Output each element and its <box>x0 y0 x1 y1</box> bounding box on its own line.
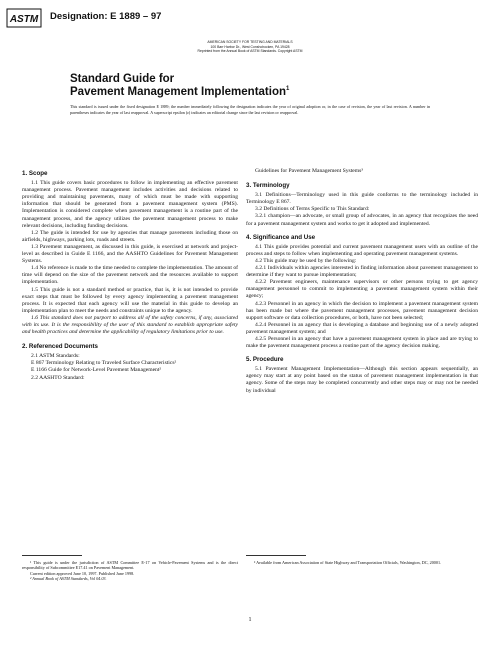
footnote-3: ³ Available from American Association of State Highway and Transportation Officials, Washington, DC, 20001. <box>254 560 442 565</box>
section-heading-scope: 1. Scope <box>22 170 48 177</box>
paragraph-3-1: 3.1 Definitions—Terminology used in this guide conforms to the terminology included in Terminology E 867. <box>246 192 478 206</box>
paragraph-4-2-4: 4.2.4 Personnel in an agency that is developing a database and beginning use of a newly adopted pavement management system; and <box>246 321 478 335</box>
paragraph-3-2: 3.2 Definitions of Terms Specific to This Standard: <box>255 206 370 213</box>
paragraph-4-2: 4.2 This guide may be used by the following: <box>255 257 357 264</box>
paragraph-3-2-1: 3.2.1 champion—an advocate, or small group of advocates, in an agency that recognizes the need for a pavement management system and works to get it adopted and implemented. <box>246 213 478 227</box>
paragraph-1-1: 1.1 This guide covers basic procedures to follow in implementing an effective pavement management process. Pavement management includes activities and decisions related to providing and maintaining pavements, many of which must be made with supporting information that should be generated from a pavement management system (PMS). Implementation is considered complete when pavement management is a routine part of the management process, and the agency utilizes the pavement management process to make relevant decisions, including funding decisions. <box>22 180 238 229</box>
footnotes-right <box>246 560 478 565</box>
astm-logo <box>6 8 42 28</box>
footnote-2: ² Annual Book of ASTM Standards, Vol 04.03. <box>30 576 107 582</box>
section-heading-procedure: 5. Procedure <box>246 356 284 364</box>
publisher-block <box>130 40 370 54</box>
paragraph-1-5: 1.5 This guide is not a standard method or practice, that is, it is not intended to provide exact steps that must be followed by every agency implementing a pavement management process. It is expected that each agency will use the material in this guide to develop an implementation plan to meet the needs and constraints unique to the agency. <box>22 286 238 314</box>
paragraph-2-2: 2.2 AASHTO Standard: <box>31 374 85 381</box>
paragraph-1-4: 1.4 No reference is made to the time needed to complete the implementation. The amount of time will depend on the size of the pavement network and the resources available to support implementation. <box>22 265 238 286</box>
title-footnote-mark: 1 <box>286 86 290 93</box>
designation: Designation: E 1889 – 97 <box>50 11 162 22</box>
aashto-guidelines: Guidelines for Pavement Management Systems³ <box>255 168 363 174</box>
paragraph-2-1: 2.1 ASTM Standards: <box>31 353 80 360</box>
astm-logo-text: ASTM <box>9 14 39 25</box>
page-number: 1 <box>248 617 252 623</box>
paragraph-4-2-1: 4.2.1 Individuals within agencies interested in finding information about pavement management to determine if they want to pursue implementation; <box>246 265 478 279</box>
publisher-line: AMERICAN SOCIETY FOR TESTING AND MATERIALS <box>207 40 293 44</box>
right-column <box>246 168 478 395</box>
section-heading-significance: 4. Significance and Use <box>246 233 316 241</box>
paragraph-4-2-3: 4.2.3 Personnel in an agency in which the decision to implement a pavement management system has been made but where the pavement management processes, pavement management decision support software or data collection procedures, or both, have not been selected; <box>246 300 478 321</box>
paragraph-1-2: 1.2 The guide is intended for use by agencies that manage pavements including those on airfields, highways, parking lots, roads and streets. <box>22 229 238 243</box>
footnote-1: ¹ This guide is under the jurisdiction of ASTM Committee E-17 on Vehicle-Pavement Systems and is the direct responsibility of Subcommittee E17.41 on Pavement Management. <box>22 560 238 571</box>
paragraph-1-6: 1.6 This standard does not purport to address all of the safety concerns, if any, associated with its use. It is the responsibility of the user of this standard to establish appropriate safety and health practices and determine the applicability of regulatory limitations prior to use. <box>22 314 238 336</box>
paragraph-5-1: 5.1 Pavement Management Implementation—Although this section appears sequentially, an agency may start at any point based on the status of pavement management implementation in that agency. Some of the steps may be completed concurrently and other steps may or may not be needed by individual <box>246 366 478 394</box>
title-line-1: Standard Guide for <box>70 73 175 85</box>
left-column <box>22 168 238 382</box>
standard-notice: This standard is issued under the fixed designation E 1889; the number immediately following the designation indicates the year of original adoption or, in the case of revision, the year of last revision. A number in parentheses indicates the year of last reapproval. A superscript epsilon (ε) indicates an editorial change since the last revision or reapproval. <box>70 104 430 115</box>
section-heading-terminology: 3. Terminology <box>246 182 290 190</box>
paragraph-4-1: 4.1 This guide provides potential and current pavement management users with an outline of the process and steps to follow when implementing and operating pavement management systems. <box>246 243 478 257</box>
title-line-2 <box>70 86 289 98</box>
reference-e1166: E 1166 Guide for Network-Level Pavement Management² <box>31 367 162 374</box>
reference-e867: E 867 Terminology Relating to Traveled Surface Characteristics² <box>31 360 177 367</box>
footnote-rule-right <box>246 555 306 556</box>
footnotes-left <box>22 560 238 582</box>
publisher-line: 100 Barr Harbor Dr., West Conshohocken, PA 19428 <box>210 44 290 49</box>
title-text: Pavement Management Implementation <box>70 86 286 98</box>
paragraph-4-2-5: 4.2.5 Personnel in an agency that have a pavement management system in place and are trying to make the pavement management process a routine part of the agency decision making. <box>246 335 478 350</box>
paragraph-4-2-2: 4.2.2 Pavement engineers, maintenance supervisors or other persons trying to get agency management personnel to commit to implementing a pavement management system within their agency; <box>246 279 478 300</box>
footnote-rule-left <box>22 555 82 556</box>
footnote-1-edition: Current edition approved June 10, 1997. Published June 1998. <box>30 570 135 576</box>
publisher-line: Reprinted from the Annual Book of ASTM Standards. Copyright ASTM <box>197 49 303 54</box>
section-heading-references: 2. Referenced Documents <box>22 343 98 351</box>
paragraph-1-3: 1.3 Pavement management, as discussed in this guide, is exercised at network and project-level as described in Guide E 1166, and the AASHTO Guidelines for Pavement Management Systems. <box>22 243 238 265</box>
